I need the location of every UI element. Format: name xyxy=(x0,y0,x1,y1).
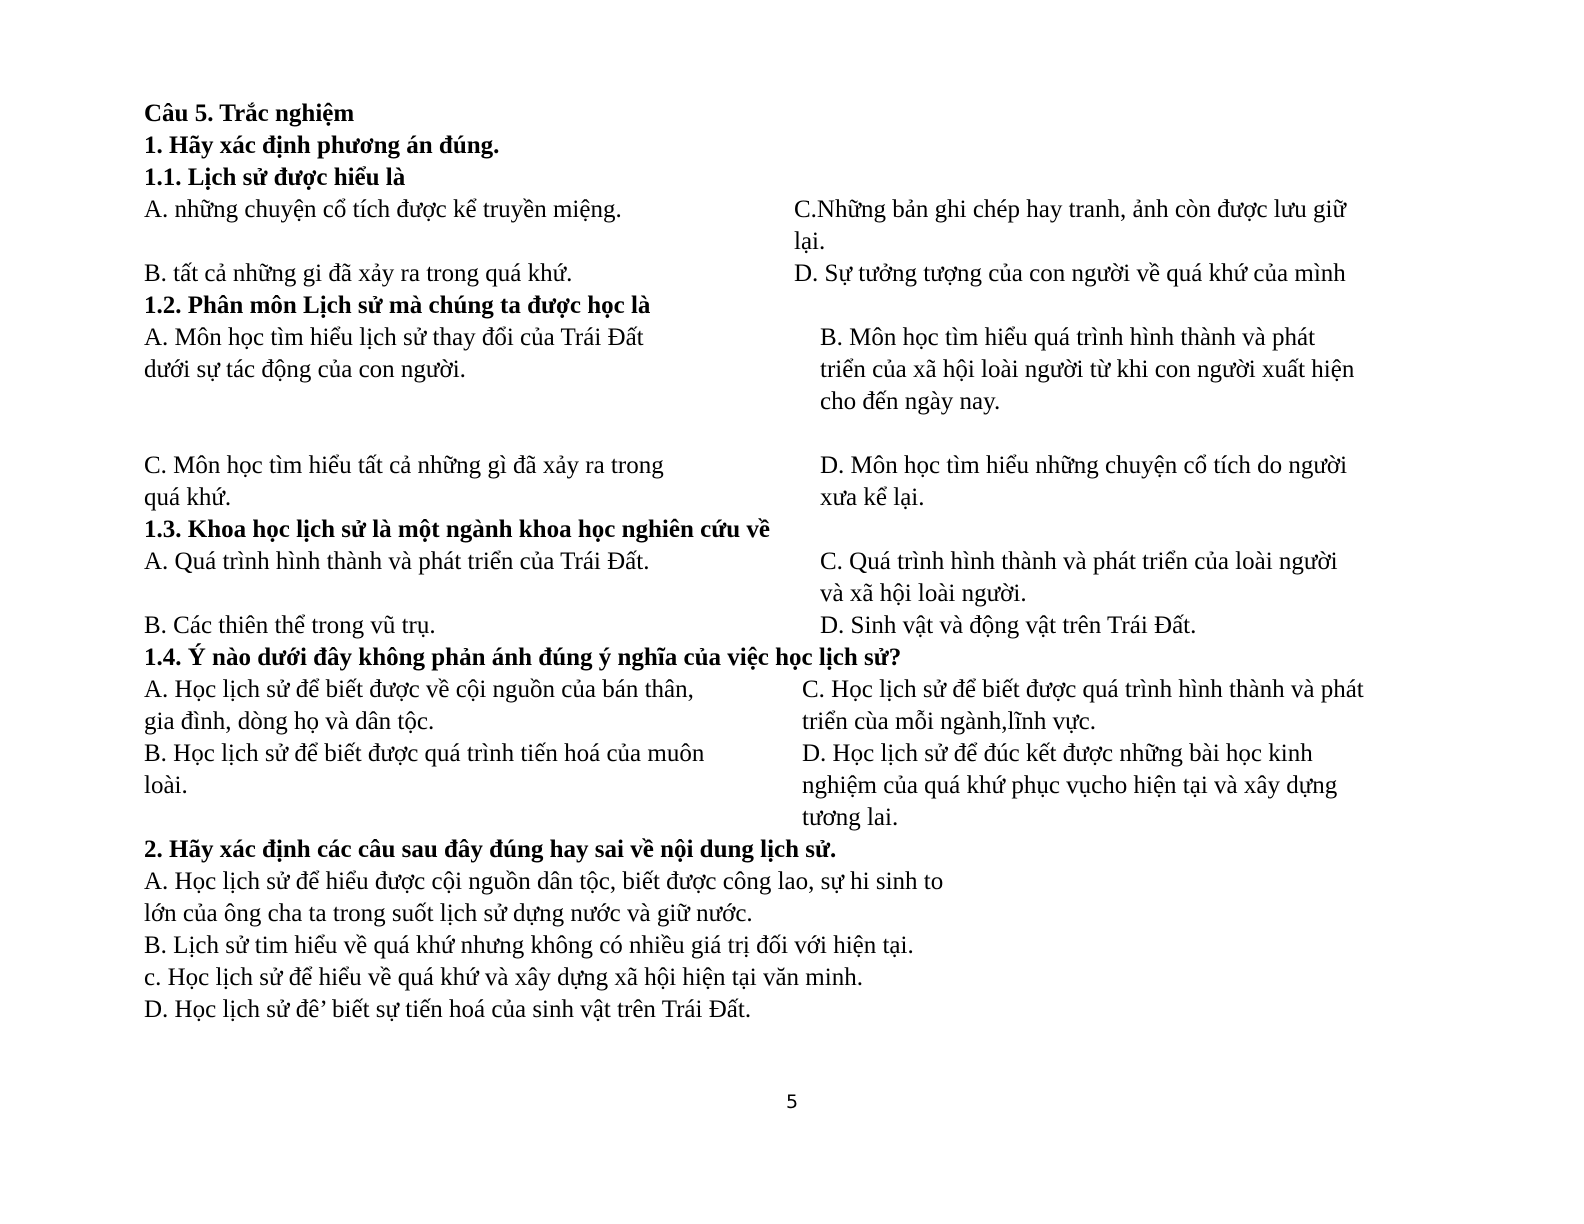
page-number: 5 xyxy=(786,1091,799,1113)
question-1-2-option-a-line2: dưới sự tác động của con người. xyxy=(144,356,466,383)
part2-statement-b: B. Lịch sử tim hiểu về quá khứ nhưng không có nhiều giá trị đối với hiện tại. xyxy=(144,932,914,959)
question-1-1-option-a: A. những chuyện cổ tích được kể truyền miệng. xyxy=(144,196,622,223)
question-1-3-option-d: D. Sinh vật và động vật trên Trái Đất. xyxy=(820,612,1197,639)
question-1-2-option-d-line1: D. Môn học tìm hiểu những chuyện cổ tích do người xyxy=(820,452,1348,479)
question-1-4-option-d-line2: nghiệm của quá khứ phục vụcho hiện tại và xây dựng xyxy=(802,772,1338,799)
part2-statement-d: D. Học lịch sử đê’ biết sự tiến hoá của sinh vật trên Trái Đất. xyxy=(144,996,752,1023)
part2-statement-c: c. Học lịch sử để hiểu về quá khứ và xây dựng xã hội hiện tại văn minh. xyxy=(144,964,863,991)
question-1-3-option-a: A. Quá trình hình thành và phát triển của Trái Đất. xyxy=(144,548,650,575)
part2-title: 2. Hãy xác định các câu sau đây đúng hay sai về nội dung lịch sử. xyxy=(144,836,837,863)
question-1-1-option-b: B. tất cả những gi đã xảy ra trong quá khứ. xyxy=(144,260,573,287)
question-1-2-option-a-line1: A. Môn học tìm hiểu lịch sử thay đổi của Trái Đất xyxy=(144,324,644,351)
part2-statement-a-line2: lớn của ông cha ta trong suốt lịch sử dựng nước và giữ nước. xyxy=(144,900,753,927)
question-1-4-option-b-line2: loài. xyxy=(144,772,188,799)
question-1-3-option-c-line1: C. Quá trình hình thành và phát triển của loài người xyxy=(820,548,1338,575)
question-1-1-option-c-line1: C.Những bản ghi chép hay tranh, ảnh còn được lưu giữ xyxy=(794,196,1347,223)
question-1-3-option-c-line2: và xã hội loài người. xyxy=(820,580,1027,607)
question-1-2-option-d-line2: xưa kể lại. xyxy=(820,484,925,511)
question-1-4-option-b-line1: B. Học lịch sử để biết được quá trình tiến hoá của muôn xyxy=(144,740,705,767)
question-1-4-option-a-line2: gia đình, dòng họ và dân tộc. xyxy=(144,708,435,735)
question-1-4-option-c-line1: C. Học lịch sử để biết được quá trình hình thành và phát xyxy=(802,676,1364,703)
question-1-1-title: 1.1. Lịch sử được hiểu là xyxy=(144,164,406,191)
section-heading: Câu 5. Trắc nghiệm xyxy=(144,100,355,127)
question-1-3-title: 1.3. Khoa học lịch sử là một ngành khoa học nghiên cứu về xyxy=(144,516,770,543)
question-1-2-option-b-line1: B. Môn học tìm hiểu quá trình hình thành và phát xyxy=(820,324,1316,351)
question-1-4-option-d-line3: tương lai. xyxy=(802,804,899,831)
part1-title: 1. Hãy xác định phương án đúng. xyxy=(144,132,500,159)
question-1-2-option-b-line2: triển của xã hội loài người từ khi con người xuất hiện xyxy=(820,356,1355,383)
question-1-4-option-c-line2: triển cùa mỗi ngành,lĩnh vực. xyxy=(802,708,1097,735)
question-1-2-option-b-line3: cho đến ngày nay. xyxy=(820,388,1001,415)
part2-statement-a-line1: A. Học lịch sử để hiểu được cội nguồn dân tộc, biết được công lao, sự hi sinh to xyxy=(144,868,944,895)
question-1-1-option-c-line2: lại. xyxy=(794,228,826,255)
question-1-4-title: 1.4. Ý nào dưới đây không phản ánh đúng ý nghĩa của việc học lịch sử? xyxy=(144,644,902,671)
question-1-3-option-b: B. Các thiên thể trong vũ trụ. xyxy=(144,612,436,639)
question-1-4-option-a-line1: A. Học lịch sử để biết được về cội nguồn của bán thân, xyxy=(144,676,694,703)
question-1-4-option-d-line1: D. Học lịch sử để đúc kết được những bài học kinh xyxy=(802,740,1313,767)
question-1-2-option-c-line1: C. Môn học tìm hiểu tất cả những gì đã xảy ra trong xyxy=(144,452,664,479)
question-1-1-option-d: D. Sự tưởng tượng của con người về quá khứ của mình xyxy=(794,260,1346,287)
question-1-2-option-c-line2: quá khứ. xyxy=(144,484,232,511)
question-1-2-title: 1.2. Phân môn Lịch sử mà chúng ta được học là xyxy=(144,292,651,319)
